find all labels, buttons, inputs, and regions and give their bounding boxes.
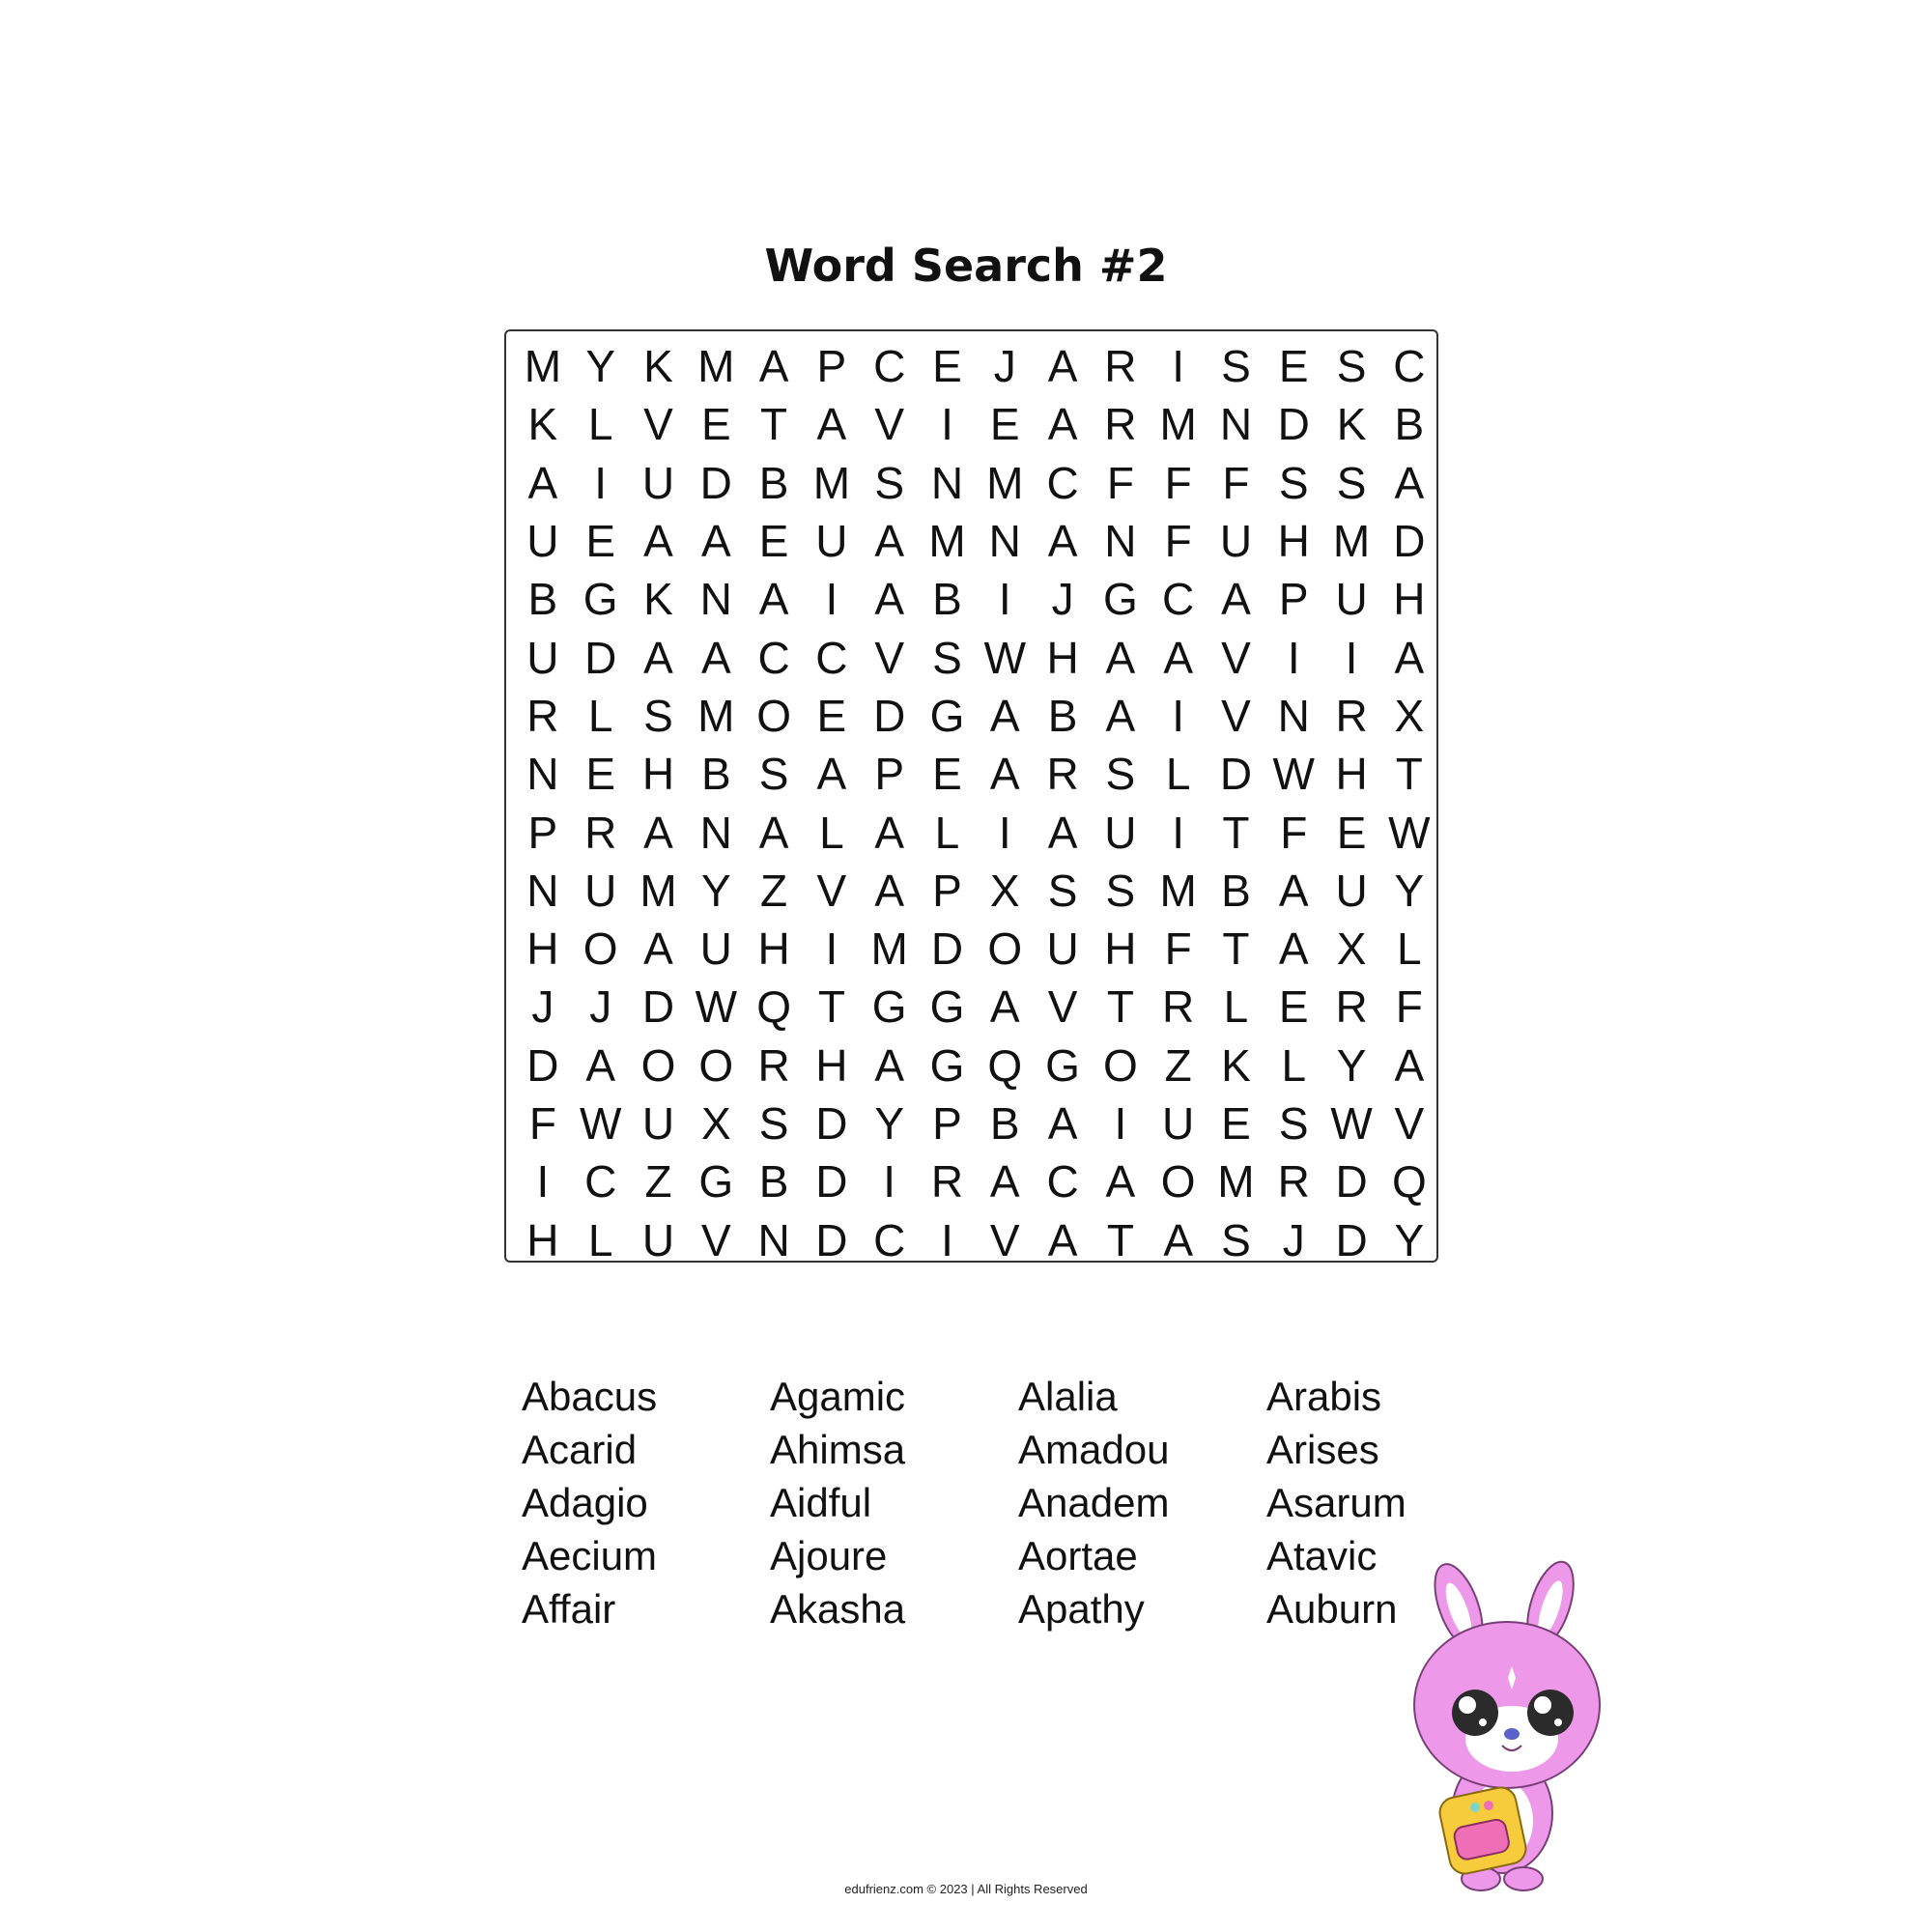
grid-letter: D: [699, 457, 732, 508]
grid-letter: U: [641, 1098, 675, 1149]
grid-letter: A: [1047, 341, 1078, 392]
grid-letter: A: [874, 574, 905, 625]
grid-letter: N: [526, 865, 559, 916]
grid-letter: N: [1104, 516, 1137, 567]
grid-letter: U: [526, 632, 559, 683]
grid-letter: N: [699, 807, 732, 858]
grid-letter: A: [874, 516, 905, 567]
grid-letter: X: [989, 865, 1020, 916]
grid-letter: L: [1397, 923, 1422, 975]
grid-letter: M: [870, 923, 908, 975]
grid-letter: D: [1277, 399, 1310, 450]
grid-letter: M: [697, 341, 735, 392]
grid-letter: I: [536, 1156, 550, 1208]
grid-letter: L: [819, 807, 844, 858]
grid-letter: A: [643, 516, 673, 567]
grid-letter: B: [700, 749, 731, 800]
grid-letter: H: [1393, 574, 1426, 625]
grid-letter: V: [1047, 981, 1078, 1033]
word-list-item: Auburn: [1266, 1586, 1398, 1632]
grid-letter: E: [700, 399, 731, 450]
grid-letter: A: [1047, 399, 1078, 450]
grid-letter: P: [932, 1098, 962, 1149]
grid-letter: A: [1105, 632, 1136, 683]
grid-letter: A: [1163, 632, 1193, 683]
grid-letter: A: [1047, 807, 1078, 858]
grid-letter: A: [758, 341, 789, 392]
grid-letter: I: [594, 457, 608, 508]
grid-letter: S: [1221, 1214, 1251, 1265]
grid-letter: K: [643, 574, 673, 625]
grid-letter: U: [1335, 865, 1368, 916]
grid-letter: X: [1394, 690, 1425, 741]
grid-letter: H: [526, 923, 559, 975]
grid-letter: C: [1393, 341, 1426, 392]
grid-letter: E: [989, 399, 1020, 450]
grid-letter: B: [989, 1098, 1020, 1149]
grid-letter: N: [930, 457, 964, 508]
grid-letter: U: [815, 516, 848, 567]
grid-letter: N: [757, 1214, 790, 1265]
grid-letter: I: [1172, 807, 1185, 858]
grid-letter: M: [697, 690, 735, 741]
grid-letter: W: [1388, 807, 1431, 858]
grid-letter: T: [1106, 981, 1134, 1033]
grid-letter: V: [700, 1214, 731, 1265]
grid-letter: D: [873, 690, 906, 741]
grid-letter: K: [1336, 399, 1367, 450]
grid-letter: I: [998, 574, 1011, 625]
grid-letter: A: [758, 807, 789, 858]
grid-letter: D: [641, 981, 675, 1033]
grid-letter: P: [932, 865, 962, 916]
grid-letter: L: [1223, 981, 1249, 1033]
word-grid-frame: [504, 329, 1438, 1263]
grid-letter: D: [1219, 749, 1253, 800]
grid-letter: D: [815, 1156, 848, 1208]
bunny-mascot-icon: [1406, 1560, 1613, 1903]
word-list-item: Arises: [1266, 1427, 1379, 1472]
word-list-item: Amadou: [1018, 1427, 1170, 1472]
letter-grid: [514, 337, 1438, 1269]
word-list-item: Affair: [522, 1586, 616, 1632]
grid-letter: M: [1217, 1156, 1255, 1208]
grid-letter: S: [1278, 1098, 1309, 1149]
grid-letter: J: [1282, 1214, 1305, 1265]
grid-letter: C: [757, 632, 790, 683]
grid-letter: C: [1046, 1156, 1079, 1208]
grid-letter: D: [930, 923, 964, 975]
grid-letter: B: [758, 457, 789, 508]
grid-letter: E: [758, 516, 789, 567]
grid-letter: N: [1277, 690, 1310, 741]
grid-letter: A: [585, 1039, 616, 1091]
grid-letter: R: [1335, 690, 1368, 741]
grid-letter: A: [1278, 865, 1309, 916]
grid-letter: M: [1332, 516, 1371, 567]
grid-letter: P: [874, 749, 905, 800]
grid-letter: U: [699, 923, 732, 975]
grid-letter: D: [1335, 1214, 1368, 1265]
word-list-item: Ajoure: [770, 1533, 888, 1578]
word-list-item: Akasha: [770, 1586, 906, 1632]
grid-letter: D: [1335, 1156, 1368, 1208]
grid-letter: G: [1102, 574, 1138, 625]
grid-letter: A: [816, 749, 847, 800]
grid-letter: A: [989, 749, 1020, 800]
grid-letter: V: [643, 399, 673, 450]
word-list-item: Anadem: [1018, 1480, 1170, 1525]
grid-letter: H: [815, 1039, 848, 1091]
grid-letter: Y: [585, 341, 616, 392]
word-list-item: Asarum: [1266, 1480, 1406, 1525]
grid-letter: A: [527, 457, 558, 508]
grid-letter: D: [815, 1098, 848, 1149]
grid-letter: G: [929, 981, 965, 1033]
grid-letter: F: [1164, 516, 1192, 567]
grid-letter: A: [1105, 1156, 1136, 1208]
grid-letter: J: [993, 341, 1016, 392]
page-title: Word Search #2: [764, 240, 1168, 292]
grid-letter: A: [643, 923, 673, 975]
grid-letter: A: [1221, 574, 1251, 625]
grid-letter: S: [1336, 341, 1367, 392]
grid-letter: L: [587, 399, 613, 450]
grid-letter: I: [941, 1214, 953, 1265]
grid-letter: C: [1162, 574, 1195, 625]
grid-letter: U: [526, 516, 559, 567]
word-list-item: Alalia: [1018, 1374, 1118, 1419]
grid-letter: Y: [874, 1098, 905, 1149]
grid-letter: S: [1221, 341, 1251, 392]
grid-letter: I: [1172, 690, 1185, 741]
grid-letter: Z: [1164, 1039, 1192, 1091]
grid-letter: R: [930, 1156, 964, 1208]
grid-letter: C: [584, 1156, 617, 1208]
grid-letter: E: [1221, 1098, 1251, 1149]
grid-letter: A: [700, 632, 731, 683]
grid-letter: A: [874, 807, 905, 858]
grid-letter: N: [988, 516, 1021, 567]
grid-letter: Q: [987, 1039, 1023, 1091]
grid-letter: E: [1278, 341, 1309, 392]
grid-letter: A: [643, 632, 673, 683]
grid-letter: H: [1335, 749, 1368, 800]
grid-letter: A: [1105, 690, 1136, 741]
grid-letter: V: [874, 399, 905, 450]
grid-letter: K: [1221, 1039, 1251, 1091]
grid-letter: X: [1336, 923, 1367, 975]
grid-letter: F: [1164, 457, 1192, 508]
word-list-item: Agamic: [770, 1374, 906, 1419]
grid-letter: Y: [1394, 1214, 1425, 1265]
grid-letter: G: [698, 1156, 734, 1208]
grid-letter: R: [1162, 981, 1195, 1033]
grid-letter: O: [1160, 1156, 1196, 1208]
grid-letter: Q: [1391, 1156, 1427, 1208]
word-list: [522, 1370, 1515, 1635]
grid-letter: A: [700, 516, 731, 567]
grid-letter: C: [873, 341, 906, 392]
word-list-item: Arabis: [1266, 1374, 1382, 1419]
grid-letter: E: [585, 749, 616, 800]
grid-letter: H: [641, 749, 675, 800]
grid-letter: T: [760, 399, 788, 450]
grid-letter: A: [1394, 1039, 1425, 1091]
grid-letter: E: [932, 341, 962, 392]
grid-letter: I: [825, 574, 838, 625]
grid-letter: L: [1281, 1039, 1307, 1091]
grid-letter: L: [587, 1214, 613, 1265]
grid-letter: U: [1162, 1098, 1195, 1149]
grid-letter: Z: [760, 865, 788, 916]
grid-letter: R: [584, 807, 617, 858]
grid-letter: R: [1104, 399, 1137, 450]
grid-letter: R: [1046, 749, 1079, 800]
grid-letter: G: [582, 574, 618, 625]
grid-letter: S: [1278, 457, 1309, 508]
grid-letter: W: [579, 1098, 622, 1149]
grid-letter: V: [1394, 1098, 1425, 1149]
grid-letter: A: [989, 690, 1020, 741]
grid-letter: I: [1172, 341, 1185, 392]
grid-letter: V: [989, 1214, 1020, 1265]
grid-letter: H: [1277, 516, 1310, 567]
grid-letter: U: [1104, 807, 1137, 858]
grid-letter: T: [1106, 1214, 1134, 1265]
grid-letter: G: [929, 690, 965, 741]
grid-letter: P: [816, 341, 847, 392]
grid-letter: S: [1336, 457, 1367, 508]
grid-letter: V: [1221, 632, 1251, 683]
grid-letter: O: [756, 690, 791, 741]
grid-letter: E: [1336, 807, 1367, 858]
grid-letter: J: [531, 981, 554, 1033]
grid-letter: B: [527, 574, 558, 625]
grid-letter: B: [758, 1156, 789, 1208]
grid-letter: D: [815, 1214, 848, 1265]
grid-letter: O: [698, 1039, 734, 1091]
grid-letter: V: [1221, 690, 1251, 741]
grid-letter: M: [1159, 865, 1197, 916]
grid-letter: A: [1394, 632, 1425, 683]
grid-letter: S: [932, 632, 962, 683]
grid-letter: A: [816, 399, 847, 450]
grid-letter: T: [1222, 923, 1250, 975]
grid-letter: K: [527, 399, 558, 450]
grid-letter: I: [825, 923, 838, 975]
grid-letter: H: [1046, 632, 1079, 683]
grid-letter: R: [1104, 341, 1137, 392]
grid-letter: I: [998, 807, 1011, 858]
grid-letter: S: [874, 457, 905, 508]
grid-letter: Z: [644, 1156, 672, 1208]
grid-letter: U: [641, 457, 675, 508]
grid-letter: H: [757, 923, 790, 975]
grid-letter: U: [1335, 574, 1368, 625]
grid-letter: U: [641, 1214, 675, 1265]
grid-letter: W: [1272, 749, 1315, 800]
grid-letter: D: [526, 1039, 559, 1091]
grid-letter: E: [1278, 981, 1309, 1033]
grid-letter: S: [758, 749, 789, 800]
word-list-item: Aecium: [522, 1533, 658, 1578]
grid-letter: O: [582, 923, 618, 975]
grid-letter: H: [526, 1214, 559, 1265]
grid-letter: G: [1045, 1039, 1080, 1091]
grid-letter: C: [815, 632, 848, 683]
grid-letter: V: [816, 865, 847, 916]
grid-letter: T: [817, 981, 845, 1033]
grid-letter: T: [1222, 807, 1250, 858]
grid-letter: G: [929, 1039, 965, 1091]
grid-letter: A: [643, 807, 673, 858]
grid-letter: P: [1278, 574, 1309, 625]
grid-letter: W: [1330, 1098, 1373, 1149]
grid-letter: I: [1345, 632, 1358, 683]
grid-letter: M: [524, 341, 562, 392]
grid-letter: E: [585, 516, 616, 567]
word-list-item: Adagio: [522, 1480, 648, 1525]
grid-letter: A: [1278, 923, 1309, 975]
grid-letter: C: [873, 1214, 906, 1265]
grid-letter: O: [987, 923, 1023, 975]
grid-letter: N: [526, 749, 559, 800]
grid-letter: A: [758, 574, 789, 625]
grid-letter: A: [989, 1156, 1020, 1208]
grid-letter: U: [1046, 923, 1079, 975]
word-list-item: Ahimsa: [770, 1427, 906, 1472]
grid-letter: A: [1047, 1098, 1078, 1149]
grid-letter: F: [1222, 457, 1250, 508]
grid-letter: O: [1102, 1039, 1138, 1091]
grid-letter: T: [1395, 749, 1423, 800]
grid-letter: S: [758, 1098, 789, 1149]
grid-letter: Y: [700, 865, 731, 916]
grid-letter: I: [883, 1156, 896, 1208]
grid-letter: A: [1394, 457, 1425, 508]
grid-letter: S: [1047, 865, 1078, 916]
word-list-item: Acarid: [522, 1427, 638, 1472]
grid-letter: A: [1047, 516, 1078, 567]
grid-letter: S: [1105, 865, 1136, 916]
grid-letter: E: [816, 690, 847, 741]
grid-letter: C: [1046, 457, 1079, 508]
grid-letter: Y: [1336, 1039, 1367, 1091]
word-list-item: Abacus: [522, 1374, 658, 1419]
grid-letter: Y: [1394, 865, 1425, 916]
grid-letter: F: [1280, 807, 1308, 858]
word-list-item: Aidful: [770, 1480, 872, 1525]
grid-letter: B: [932, 574, 962, 625]
grid-letter: D: [584, 632, 617, 683]
grid-letter: U: [584, 865, 617, 916]
grid-letter: Q: [756, 981, 791, 1033]
grid-letter: R: [1335, 981, 1368, 1033]
grid-letter: M: [812, 457, 851, 508]
grid-letter: M: [986, 457, 1024, 508]
grid-letter: R: [757, 1039, 790, 1091]
grid-letter: G: [871, 981, 907, 1033]
grid-letter: M: [639, 865, 677, 916]
grid-letter: V: [874, 632, 905, 683]
grid-letter: W: [983, 632, 1026, 683]
grid-letter: J: [1051, 574, 1074, 625]
grid-letter: N: [1219, 399, 1253, 450]
grid-letter: I: [941, 399, 953, 450]
grid-letter: J: [589, 981, 612, 1033]
grid-letter: L: [1165, 749, 1191, 800]
footer-copyright: edufrienz.com © 2023 | All Rights Reserved: [844, 1882, 1088, 1896]
word-list-item: Atavic: [1266, 1533, 1378, 1578]
grid-letter: E: [932, 749, 962, 800]
grid-letter: I: [1114, 1098, 1127, 1149]
grid-letter: R: [526, 690, 559, 741]
grid-letter: X: [700, 1098, 731, 1149]
grid-letter: B: [1047, 690, 1078, 741]
grid-letter: N: [699, 574, 732, 625]
word-list-item: Aortae: [1018, 1533, 1138, 1578]
grid-letter: P: [527, 807, 558, 858]
grid-letter: F: [1164, 923, 1192, 975]
grid-letter: B: [1394, 399, 1425, 450]
grid-letter: S: [643, 690, 673, 741]
grid-letter: D: [1393, 516, 1426, 567]
grid-letter: S: [1105, 749, 1136, 800]
grid-letter: A: [1047, 1214, 1078, 1265]
grid-letter: B: [1221, 865, 1251, 916]
grid-letter: M: [1159, 399, 1197, 450]
grid-letter: F: [528, 1098, 556, 1149]
grid-letter: F: [1106, 457, 1134, 508]
grid-letter: L: [587, 690, 613, 741]
grid-letter: R: [1277, 1156, 1310, 1208]
grid-letter: H: [1104, 923, 1137, 975]
word-list-item: Apathy: [1018, 1586, 1145, 1632]
grid-letter: A: [1163, 1214, 1193, 1265]
grid-letter: M: [928, 516, 966, 567]
grid-letter: L: [934, 807, 960, 858]
grid-letter: F: [1395, 981, 1423, 1033]
grid-letter: U: [1219, 516, 1253, 567]
grid-letter: K: [643, 341, 673, 392]
grid-letter: W: [695, 981, 737, 1033]
grid-letter: A: [989, 981, 1020, 1033]
grid-letter: A: [874, 865, 905, 916]
grid-letter: O: [640, 1039, 676, 1091]
grid-letter: I: [1287, 632, 1300, 683]
grid-letter: A: [874, 1039, 905, 1091]
